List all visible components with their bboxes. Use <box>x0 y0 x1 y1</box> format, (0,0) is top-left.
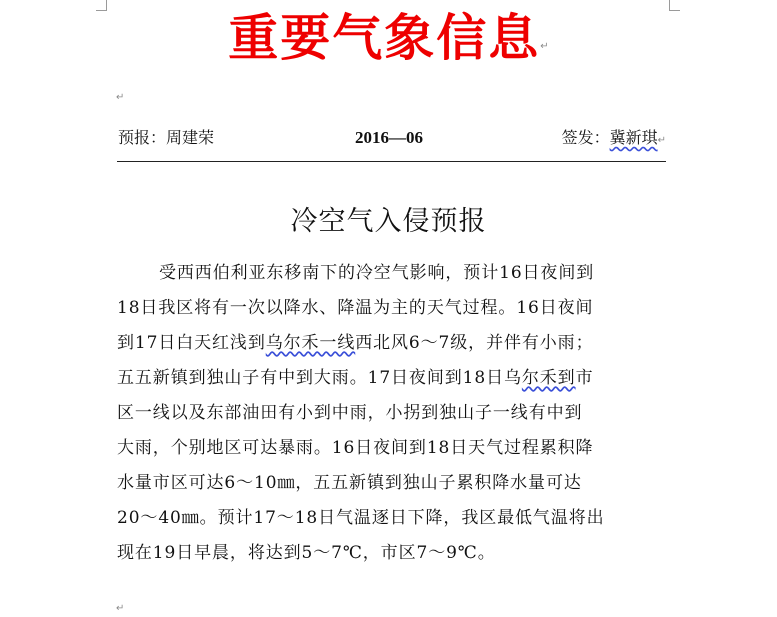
body-line <box>117 326 677 361</box>
spellcheck-flagged-text: 乌尔禾一线 <box>265 333 356 353</box>
forecaster-label: 预报： <box>118 128 167 147</box>
body-text-segment: 五五新镇到独山子有中到大雨。17日夜间到18日乌 <box>117 368 522 388</box>
paragraph-mark: ↵ <box>116 92 125 103</box>
spellcheck-flagged-text: 尔禾到 <box>521 368 576 388</box>
body-line: 大雨，个别地区可达暴雨。16日夜间到18日天气过程累积降 <box>117 438 594 458</box>
body-line: 20～40㎜。预计17～18日气温逐日下降，我区最低气温将出 <box>117 508 605 528</box>
body-line: 水量市区可达6～10㎜，五五新镇到独山子累积降水量可达 <box>117 473 582 493</box>
forecaster <box>118 127 214 149</box>
paragraph-mark: ↵ <box>116 603 125 614</box>
banner-title <box>0 6 777 85</box>
paragraph-mark: ↵ <box>540 41 549 52</box>
document-meta-row <box>118 127 666 151</box>
banner-title-text: 重要气象信息 <box>228 9 541 67</box>
body-text-segment: 市 <box>575 368 594 388</box>
issuer-label: 签发： <box>561 128 610 147</box>
document-title: 冷空气入侵预报 <box>290 206 487 237</box>
body-text-segment: 西北风6～7级，并伴有小雨； <box>355 333 594 353</box>
body-line: 受西西伯利亚东移南下的冷空气影响，预计16日夜间到 <box>159 263 595 283</box>
body-line: 区一线以及东部油田有小到中雨，小拐到独山子一线有中到 <box>117 403 583 423</box>
issuer-name: 冀新琪 <box>609 128 658 147</box>
body-text-segment: 到17日白天红浅到 <box>117 333 266 353</box>
forecaster-name: 周建荣 <box>166 128 215 147</box>
body-line: 18日我区将有一次以降水、降温为主的天气过程。16日夜间 <box>117 298 594 318</box>
issue-date: 2016—06 <box>355 128 423 147</box>
header-divider <box>117 161 666 162</box>
issuer <box>562 127 666 152</box>
body-line: 现在19日早晨，将达到5～7℃，市区7～9℃。 <box>117 543 496 563</box>
document-body <box>117 256 677 571</box>
paragraph-mark: ↵ <box>657 135 666 146</box>
body-line <box>117 361 677 396</box>
